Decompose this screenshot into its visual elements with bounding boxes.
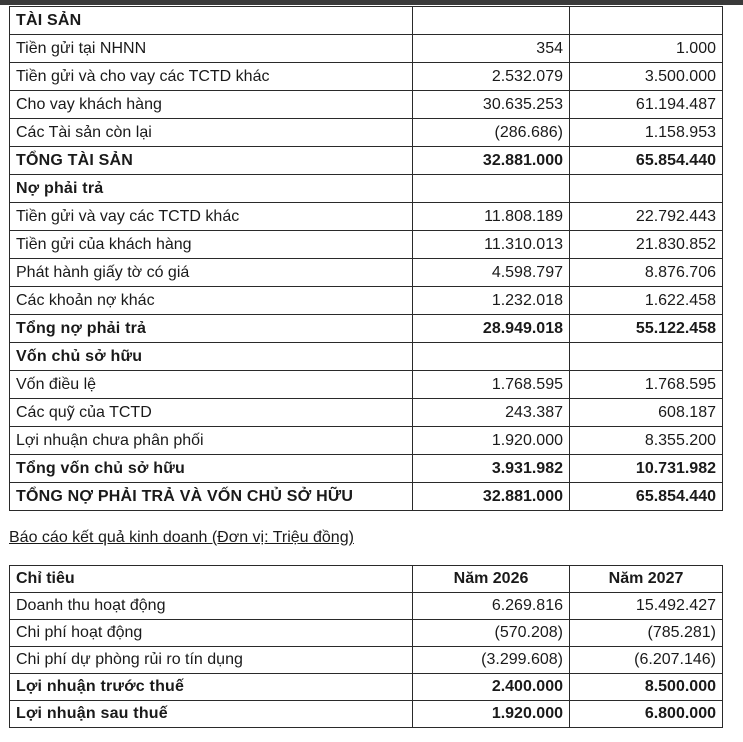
value-year-2: 55.122.458	[570, 315, 723, 343]
income-statement-table	[9, 565, 723, 728]
value-year-2: 3.500.000	[570, 63, 723, 91]
header-cell-year-2027: Năm 2027	[570, 566, 723, 593]
balance-row	[10, 483, 723, 511]
value-year-2: (785.281)	[570, 620, 723, 647]
value-year-1: 11.808.189	[413, 203, 570, 231]
value-year-1: 2.400.000	[413, 674, 570, 701]
value-year-1: 1.768.595	[413, 371, 570, 399]
balance-row	[10, 427, 723, 455]
row-label: Cho vay khách hàng	[10, 91, 413, 119]
balance-row	[10, 35, 723, 63]
row-label: Phát hành giấy tờ có giá	[10, 259, 413, 287]
balance-row	[10, 231, 723, 259]
row-label: TÀI SẢN	[10, 7, 413, 35]
row-label: Chi phí hoạt động	[10, 620, 413, 647]
value-year-2: 1.622.458	[570, 287, 723, 315]
balance-row	[10, 287, 723, 315]
value-year-1: 2.532.079	[413, 63, 570, 91]
row-label: Tổng vốn chủ sở hữu	[10, 455, 413, 483]
balance-row	[10, 119, 723, 147]
income-header-row	[10, 566, 723, 593]
value-year-2: (6.207.146)	[570, 647, 723, 674]
income-row	[10, 647, 723, 674]
balance-row	[10, 91, 723, 119]
balance-row	[10, 147, 723, 175]
income-statement-caption: Báo cáo kết quả kinh doanh (Đơn vị: Triệu đồng)	[9, 529, 354, 546]
row-label: Vốn chủ sở hữu	[10, 343, 413, 371]
value-year-1	[413, 343, 570, 371]
value-year-2: 22.792.443	[570, 203, 723, 231]
value-year-1: 4.598.797	[413, 259, 570, 287]
income-row	[10, 593, 723, 620]
value-year-1	[413, 175, 570, 203]
value-year-2: 1.768.595	[570, 371, 723, 399]
value-year-2: 8.500.000	[570, 674, 723, 701]
value-year-1: 11.310.013	[413, 231, 570, 259]
income-row	[10, 674, 723, 701]
value-year-1: 1.920.000	[413, 701, 570, 728]
value-year-1: (570.208)	[413, 620, 570, 647]
value-year-1: 30.635.253	[413, 91, 570, 119]
row-label: Lợi nhuận trước thuế	[10, 674, 413, 701]
header-cell-year-2026: Năm 2026	[413, 566, 570, 593]
income-row	[10, 620, 723, 647]
top-edge-bar	[0, 0, 743, 5]
value-year-2: 6.800.000	[570, 701, 723, 728]
value-year-2: 15.492.427	[570, 593, 723, 620]
value-year-2: 21.830.852	[570, 231, 723, 259]
row-label: Các quỹ của TCTD	[10, 399, 413, 427]
row-label: Các khoản nợ khác	[10, 287, 413, 315]
value-year-1: 32.881.000	[413, 147, 570, 175]
balance-row	[10, 315, 723, 343]
income-row	[10, 701, 723, 728]
value-year-2	[570, 343, 723, 371]
value-year-2	[570, 7, 723, 35]
row-label: Tiền gửi và cho vay các TCTD khác	[10, 63, 413, 91]
row-label: Doanh thu hoạt động	[10, 593, 413, 620]
value-year-2: 1.158.953	[570, 119, 723, 147]
balance-row	[10, 203, 723, 231]
value-year-1: (3.299.608)	[413, 647, 570, 674]
row-label: Tổng nợ phải trả	[10, 315, 413, 343]
value-year-1: 28.949.018	[413, 315, 570, 343]
value-year-1: 6.269.816	[413, 593, 570, 620]
value-year-1: 32.881.000	[413, 483, 570, 511]
value-year-2: 65.854.440	[570, 483, 723, 511]
value-year-2: 61.194.487	[570, 91, 723, 119]
value-year-1: (286.686)	[413, 119, 570, 147]
value-year-2: 10.731.982	[570, 455, 723, 483]
value-year-1: 1.232.018	[413, 287, 570, 315]
row-label: Nợ phải trả	[10, 175, 413, 203]
value-year-1: 1.920.000	[413, 427, 570, 455]
balance-row	[10, 399, 723, 427]
row-label: TỔNG TÀI SẢN	[10, 147, 413, 175]
balance-row	[10, 343, 723, 371]
value-year-2: 1.000	[570, 35, 723, 63]
balance-row	[10, 175, 723, 203]
balance-sheet-table	[9, 6, 723, 511]
balance-row	[10, 259, 723, 287]
balance-row	[10, 7, 723, 35]
value-year-1: 3.931.982	[413, 455, 570, 483]
value-year-2: 608.187	[570, 399, 723, 427]
header-cell-label: Chỉ tiêu	[10, 566, 413, 593]
balance-row	[10, 63, 723, 91]
row-label: Lợi nhuận chưa phân phối	[10, 427, 413, 455]
row-label: Chi phí dự phòng rủi ro tín dụng	[10, 647, 413, 674]
balance-row	[10, 455, 723, 483]
value-year-2: 65.854.440	[570, 147, 723, 175]
row-label: Tiền gửi của khách hàng	[10, 231, 413, 259]
value-year-1: 354	[413, 35, 570, 63]
row-label: Lợi nhuận sau thuế	[10, 701, 413, 728]
row-label: Các Tài sản còn lại	[10, 119, 413, 147]
value-year-1: 243.387	[413, 399, 570, 427]
row-label: Tiền gửi và vay các TCTD khác	[10, 203, 413, 231]
row-label: Tiền gửi tại NHNN	[10, 35, 413, 63]
row-label: Vốn điều lệ	[10, 371, 413, 399]
balance-row	[10, 371, 723, 399]
value-year-1	[413, 7, 570, 35]
value-year-2	[570, 175, 723, 203]
row-label: TỔNG NỢ PHẢI TRẢ VÀ VỐN CHỦ SỞ HỮU	[10, 483, 413, 511]
value-year-2: 8.876.706	[570, 259, 723, 287]
value-year-2: 8.355.200	[570, 427, 723, 455]
